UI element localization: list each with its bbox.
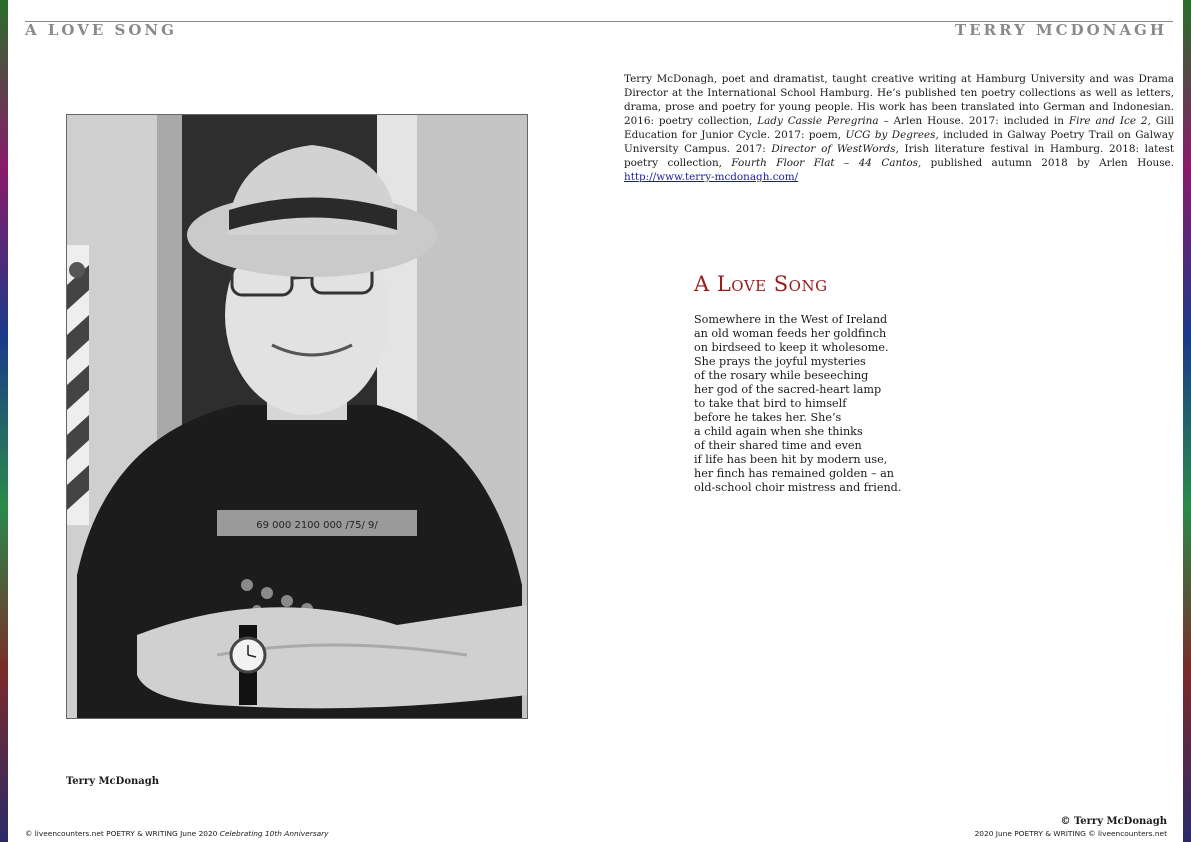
footer-left-italic: Celebrating 10th Anniversary <box>219 829 329 838</box>
bio-text: Gill Education for Junior Cycle. 2017: poem, <box>624 115 1174 141</box>
bio-title-westwords: Director of WestWords, <box>771 143 899 155</box>
bio-text: published autumn 2018 by Arlen House. <box>921 157 1174 169</box>
bio-text: Irish literature festival in Hamburg. 2018: latest poetry collection, <box>624 143 1174 169</box>
footer-left <box>25 829 329 838</box>
author-website-link[interactable]: http://www.terry-mcdonagh.com/ <box>624 171 799 183</box>
page <box>8 0 1183 842</box>
poem-line: Somewhere in the West of Ireland <box>694 313 888 326</box>
poem-line: if life has been hit by modern use, <box>694 453 888 466</box>
bio-title-cassie: Lady Cassie Peregrina <box>757 115 879 127</box>
bio-title-fourth-floor: Fourth Floor Flat – 44 Cantos, <box>731 157 922 169</box>
poem-line: her god of the sacred-heart lamp <box>694 383 882 396</box>
poem-line: She prays the joyful mysteries <box>694 355 866 368</box>
running-head-title: A LOVE SONG <box>25 21 177 39</box>
running-head-author: TERRY MCDONAGH <box>955 21 1167 39</box>
footer-left-text: © liveencounters.net POETRY & WRITING June 2020 <box>25 829 220 838</box>
author-bio <box>624 72 1174 184</box>
bio-text: Terry McDonagh, poet and dramatist, taught creative writing at Hamburg University and was Drama Director at the International School Hamburg. He’s published ten poetry collections as well as letters, drama, prose and poetry for young people. His work has been translated into German and Indonesian. 2016: poetry collection, <box>624 73 1174 127</box>
photo-caption: Terry McDonagh <box>66 776 159 787</box>
poem-line: a child again when she thinks <box>694 425 863 438</box>
poem-line: of the rosary while beseeching <box>694 369 869 382</box>
poem-line: her finch has remained golden – an <box>694 467 895 480</box>
poem-line: to take that bird to himself <box>694 397 847 410</box>
poem-body <box>694 313 1014 495</box>
poem-title: A Love Song <box>694 272 828 296</box>
footer-right: 2020 June POETRY & WRITING © liveencounters.net <box>974 829 1167 838</box>
bio-text: included in Galway Poetry Trail on Galway University Campus. 2017: <box>624 129 1174 155</box>
barber-pole <box>67 245 89 525</box>
bio-title-fire-ice: Fire and Ice 2, <box>1068 115 1151 127</box>
portrait-illustration <box>67 115 527 718</box>
poem-line: on birdseed to keep it wholesome. <box>694 341 889 354</box>
arms <box>137 605 527 708</box>
poem-line: of their shared time and even <box>694 439 862 452</box>
copyright-author: © Terry McDonagh <box>1060 816 1167 827</box>
bio-text: – Arlen House. 2017: included in <box>878 115 1069 127</box>
bio-title-ucg: UCG by Degrees, <box>845 129 939 141</box>
poem-line: old-school choir mistress and friend. <box>694 481 902 494</box>
poem-line: before he takes her. She’s <box>694 411 842 424</box>
author-photo <box>66 114 528 719</box>
poem-line: an old woman feeds her goldfinch <box>694 327 887 340</box>
shirt-print-text: 69 000 2100 000 /75/ 9/ <box>256 520 378 531</box>
